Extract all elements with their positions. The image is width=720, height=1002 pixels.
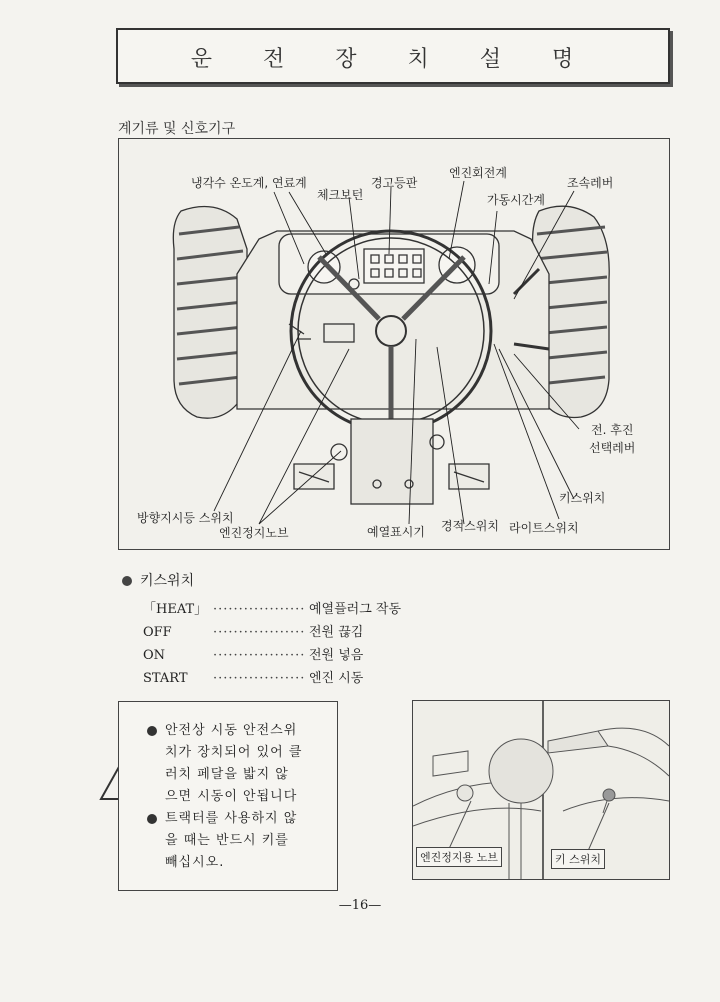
bullet-dot: [147, 814, 157, 824]
horn-switch-label: 경적스위치: [441, 519, 499, 533]
dashboard-figure: [118, 138, 670, 550]
page-title: 운 전 장 치 설 명: [190, 47, 596, 72]
section-title: 계기류 및 신호기구: [118, 121, 236, 137]
page-title-box: [116, 28, 670, 84]
safety-warning-box: [118, 701, 338, 891]
tractor-dashboard-illustration: [119, 139, 669, 549]
key-position: ON: [143, 648, 166, 663]
warning-line: 러치 페달을 밟지 않: [165, 767, 289, 782]
warning-line: 빼십시오.: [165, 855, 225, 870]
key-row-off: [143, 621, 363, 640]
turn-signal-switch-label: 방향지시등 스위치: [137, 511, 234, 525]
key-position: OFF: [143, 625, 172, 640]
leader-dots: ··················: [213, 648, 306, 663]
throttle-lever-label: 조속레버: [567, 176, 614, 190]
warning-line: 을 때는 반드시 키를: [165, 833, 289, 848]
key-description: 전원 끊김: [309, 625, 364, 640]
check-button-label: 체크보턴: [317, 188, 364, 202]
hour-meter-label: 가동시간계: [487, 193, 545, 207]
leader-dots: ··················: [213, 671, 306, 686]
leader-dots: ··················: [213, 625, 306, 640]
warning-line: 치가 장치되어 있어 클: [165, 745, 303, 760]
warning-line: 으면 시동이 안됩니다: [165, 789, 298, 804]
key-row-on: [143, 644, 363, 663]
warning-item-2: [165, 808, 297, 874]
engine-stop-knob-photo-label: 엔진정지용 노브: [416, 847, 502, 867]
key-description: 엔진 시동: [309, 671, 364, 686]
key-description: 전원 넣음: [309, 648, 364, 663]
preheat-indicator-label: 예열표시기: [367, 525, 425, 539]
photo-panel: [412, 700, 670, 880]
coolant-fuel-gauge-label: 냉각수 온도계, 연료계: [191, 176, 307, 190]
tachometer-label: 엔진회전계: [449, 166, 507, 180]
key-row-heat: [143, 598, 401, 617]
warning-panel-label: 경고등판: [371, 176, 418, 190]
bullet-dot: [147, 726, 157, 736]
warning-item-1: [165, 720, 302, 808]
warning-line: 트랙터를 사용하지 않: [165, 811, 298, 826]
key-switch-heading-text: 키스위치: [140, 573, 195, 589]
bullet-dot: [122, 576, 132, 586]
light-switch-label: 라이트스위치: [509, 521, 579, 535]
key-switch-label: 키스위치: [559, 491, 606, 505]
key-row-start: [143, 667, 363, 686]
engine-stop-knob-label: 엔진정지노브: [219, 526, 289, 540]
leader-dots: ··················: [213, 602, 306, 617]
key-switch-heading: [122, 570, 194, 590]
page-number: —16—: [338, 898, 382, 913]
fwd-rev-lever-label-2: 선택레버: [589, 441, 636, 455]
key-switch-photo-label: 키 스위치: [551, 849, 605, 869]
key-position: 「HEAT」: [143, 602, 208, 617]
key-description: 예열플러그 작동: [309, 602, 402, 617]
warning-line: 안전상 시동 안전스위: [165, 723, 298, 738]
key-position: START: [143, 671, 188, 686]
fwd-rev-lever-label-1: 전. 후진: [591, 423, 634, 437]
